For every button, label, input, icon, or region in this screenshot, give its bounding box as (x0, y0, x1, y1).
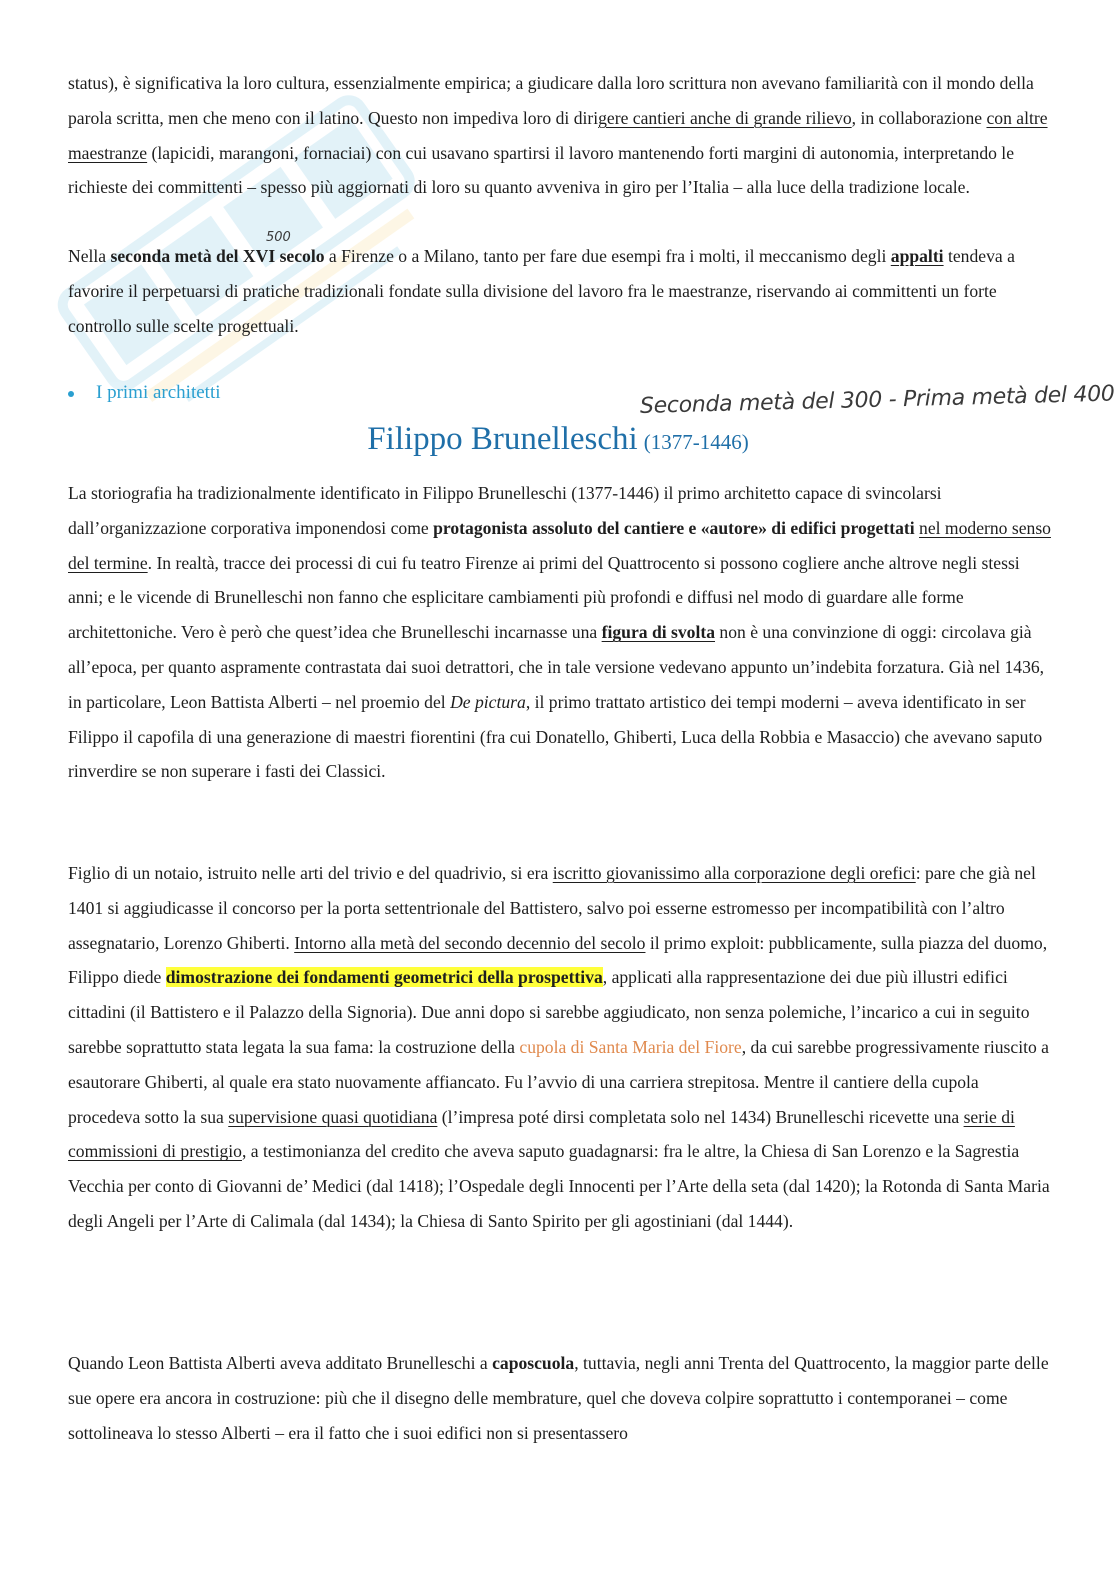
text-segment: Quando Leon Battista Alberti aveva additato Brunelleschi a (68, 1353, 493, 1373)
underlined-text: iscritto giovanissimo alla corporazione degli orefici (552, 863, 916, 883)
bullet-icon (68, 391, 74, 397)
text-segment: : pare che già nel 1401 si aggiudicasse il concorso per la porta settentrionale del Battistero, salvo poi esserne estromesso per incompatibilità con l’altro assegnatario, Lorenzo Ghiberti. (68, 863, 1036, 953)
orange-text: cupola di Santa Maria del Fiore (519, 1036, 742, 1057)
underlined-text: Intorno alla metà del secondo decennio del secolo (294, 932, 646, 953)
paragraph-intro (68, 66, 1053, 205)
highlighted-text: dimostrazione dei fondamenti geometrici della prospettiva (165, 967, 603, 988)
bold-text: seconda metà del XVI secolo (110, 246, 325, 266)
bold-underlined-text: figura di svolta (601, 622, 716, 643)
text-segment: status), è significativa la loro cultura, essenzialmente empirica; a giudicare dalla loro scrittura non avevano familiarità con il mondo della parola scritta, men che meno con il latino. Questo non impediva loro di diri (68, 73, 1034, 128)
text-segment: . In realtà, tracce dei processi di cui fu teatro Firenze ai primi del Quattrocento si possono cogliere anche altrove negli stessi anni; e le vicende di Brunelleschi non fanno che esplicitare cambiamenti più profondi e diffusi nel modo di guardare alle forme architettoniche. Vero è però che quest’idea che Brunelleschi incarnasse una (68, 552, 1020, 643)
paragraph-caposcuola (68, 1346, 1053, 1450)
text-segment: , da cui sarebbe progressivamente riuscito a esautorare Ghiberti, al quale era stato nuovamente affiancato. Fu l’avvio di una carriera strepitosa. Mentre il cantiere della cupola procedeva sotto la sua (68, 1036, 1049, 1127)
underlined-text: nel moderno senso del termine (68, 517, 1051, 573)
text-segment: (l’impresa poté dirsi completata solo nel 1434) Brunelleschi ricevette una (437, 1106, 964, 1127)
bold-text: caposcuola (492, 1353, 575, 1373)
title-dates: (1377-1446) (643, 430, 749, 454)
text-segment: , tuttavia, negli anni Trenta del Quattrocento, la maggior parte delle sue opere era ancora in costruzione: più che il disegno delle membrature, quel che doveva colpire soprattutto i contemporanei – come sottolineava lo stesso Alberti – era il fatto che i suoi edifici non si presentassero (68, 1353, 1049, 1443)
handwritten-note-500: 500 (266, 230, 291, 245)
text-segment: il primo exploit: pubblicamente, sulla piazza del duomo, Filippo diede (68, 932, 1048, 988)
paragraph-biografia (68, 856, 1053, 1239)
title-name: Filippo Brunelleschi (367, 421, 638, 457)
bullet-label: I primi architetti (96, 382, 221, 403)
paragraph-storiografia (68, 476, 1053, 789)
bold-text: protagonista assoluto del cantiere e «autore» di edifici progettati (433, 517, 915, 538)
text-segment: Figlio di un notaio, istruito nelle arti del trivio e del quadrivio, si era (68, 863, 553, 883)
underlined-text: gere cantieri anche di grande rilievo (598, 107, 852, 128)
handwritten-heading-note: Seconda metà del 300 - Prima metà del 400 (639, 381, 1115, 419)
text-segment: (lapicidi, marangoni, fornaciai) con cui usavano spartirsi il lavoro mantenendo forti margini di autonomia, interpretando le richieste dei committenti – spesso più aggiornati di loro su quanto avveniva in giro per l’Italia – alla luce della tradizione locale. (68, 142, 1015, 198)
underlined-text: serie di commissioni di prestigio (68, 1106, 1015, 1162)
bullet-item (68, 382, 221, 404)
text-segment: tendeva a favorire il perpetuarsi di pratiche tradizionali fondate sulla divisione del lavoro fra le maestranze, riservando ai committenti un forte controllo sulle scelte progettuali. (68, 246, 1015, 336)
text-segment: , a testimonianza del credito che aveva saputo guadagnarsi: fra le altre, la Chiesa di San Lorenzo e la Sagrestia Vecchia per conto di Giovanni de’ Medici (dal 1418); l’Ospedale degli Innocenti per l’Arte della seta (dal 1420); la Rotonda di Santa Maria degli Angeli per l’Arte di Calimala (dal 1434); la Chiesa di Santo Spirito per gli agostiniani (dal 1444). (68, 1141, 1050, 1231)
italic-text: De pictura (450, 691, 526, 712)
underlined-text: supervisione quasi quotidiana (228, 1106, 438, 1127)
text-segment: , applicati alla rappresentazione dei due più illustri edifici cittadini (il Battistero e il Palazzo della Signoria). Due anni dopo si sarebbe aggiudicato, non senza polemiche, l’incarico a cui in seguito sarebbe soprattutto stata legata la sua fama: la costruzione della (68, 967, 1030, 1057)
section-title (0, 420, 1116, 458)
bold-underlined-text: appalti (890, 246, 944, 266)
underlined-text: con altre maestranze (68, 107, 1048, 163)
text-segment: a Firenze o a Milano, tanto per fare due esempi fra i molti, il meccanismo degli (324, 246, 891, 266)
text-segment: , in collaborazione (851, 107, 987, 128)
paragraph-appalti (68, 239, 1053, 343)
text-segment: Nella (68, 246, 111, 266)
text-segment: La storiografia ha tradizionalmente identificato in Filippo Brunelleschi (1377-1446) il primo architetto capace di svincolarsi dall’organizzazione corporativa imponendosi come (68, 483, 942, 538)
text-segment: , il primo trattato artistico dei tempi moderni – aveva identificato in ser Filippo il capofila di una generazione di maestri fiorentini (fra cui Donatello, Ghiberti, Luca della Robbia e Masaccio) che avevano saputo rinverdire se non superare i fasti dei Classici. (68, 691, 1043, 782)
text-segment: non è una convinzione di oggi: circolava già all’epoca, per quanto aspramente contrastata dai suoi detrattori, che in tale versione vedevano appunto un’indebita forzatura. Già nel 1436, in particolare, Leon Battista Alberti – nel proemio del (68, 622, 1045, 712)
